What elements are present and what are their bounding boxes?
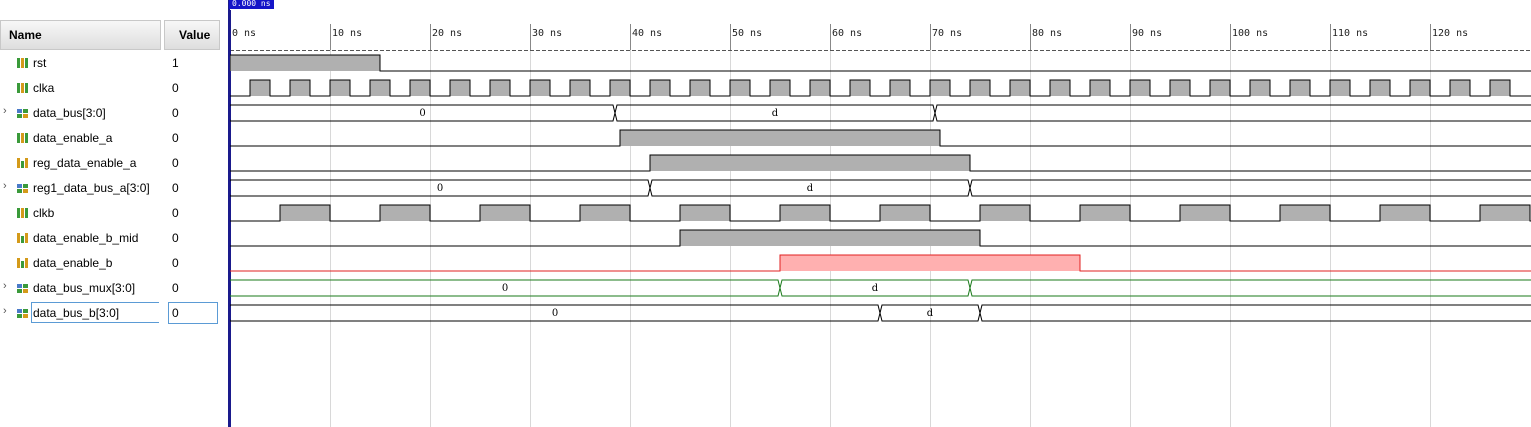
- signal-row[interactable]: [0, 175, 228, 200]
- clock-high-pulse: [680, 205, 730, 221]
- time-tick-label: 10 ns: [332, 28, 363, 39]
- signal-trace: [230, 55, 1531, 71]
- signal-name: reg_data_enable_a: [33, 156, 137, 170]
- bus-value-label: 0: [501, 283, 509, 294]
- clock-high-pulse: [1450, 80, 1470, 96]
- signal-value: 0: [172, 206, 179, 220]
- time-tick-label: 0 ns: [232, 28, 257, 39]
- clock-high-pulse: [530, 80, 550, 96]
- bus-segment: [935, 105, 1531, 121]
- clock-high-pulse: [1370, 80, 1390, 96]
- clock-high-pulse: [810, 80, 830, 96]
- clock-high-pulse: [1480, 205, 1530, 221]
- signal-value: 0: [172, 156, 179, 170]
- bus-segment: [970, 280, 1531, 296]
- clock-high-pulse: [650, 80, 670, 96]
- signal-row[interactable]: [0, 150, 228, 175]
- clock-high-pulse: [410, 80, 430, 96]
- clock-high-pulse: [1290, 80, 1310, 96]
- clock-high-pulse: [1090, 80, 1110, 96]
- bit-signal-icon: [17, 82, 29, 93]
- time-tick-label: 40 ns: [632, 28, 663, 39]
- clock-high-pulse: [970, 80, 990, 96]
- signal-row[interactable]: [0, 100, 228, 125]
- clock-high-pulse: [450, 80, 470, 96]
- signal-row[interactable]: [0, 200, 228, 225]
- clock-high-pulse: [730, 80, 750, 96]
- bus-signal-icon: [17, 282, 29, 293]
- signal-value: 0: [172, 256, 179, 270]
- value-column-label: Value: [179, 28, 211, 42]
- signal-name: data_enable_a: [33, 131, 113, 145]
- bit-signal-icon: [17, 57, 29, 68]
- clock-high-pulse: [570, 80, 590, 96]
- clock-high-pulse: [280, 205, 330, 221]
- clock-high-pulse: [370, 80, 390, 96]
- value-column-header[interactable]: [164, 20, 220, 50]
- expand-chevron-icon[interactable]: ›: [3, 305, 7, 317]
- bit-signal-icon: [17, 132, 29, 143]
- time-tick-label: 30 ns: [532, 28, 563, 39]
- signal-name: data_bus_mux[3:0]: [33, 281, 136, 295]
- signal-high-pulse: [780, 255, 1080, 271]
- signal-name: data_bus_b[3:0]: [33, 306, 120, 320]
- time-tick-label: 60 ns: [832, 28, 863, 39]
- bus-signal-icon: [17, 307, 29, 318]
- signal-high-pulse: [650, 155, 970, 171]
- reg-signal-icon: [17, 232, 29, 243]
- time-tick-label: 110 ns: [1332, 28, 1369, 39]
- bus-signal-icon: [17, 107, 29, 118]
- bus-value-label: 0: [551, 308, 559, 319]
- time-tick-label: 20 ns: [432, 28, 463, 39]
- time-tick-label: 90 ns: [1132, 28, 1163, 39]
- cursor-time-label[interactable]: 0.000 ns: [229, 0, 274, 9]
- signal-name: clkb: [33, 206, 55, 220]
- signal-value: 0: [172, 281, 179, 295]
- clock-high-pulse: [1280, 205, 1330, 221]
- signal-name: data_enable_b: [33, 256, 113, 270]
- expand-chevron-icon[interactable]: ›: [3, 105, 7, 117]
- signal-name: data_bus[3:0]: [33, 106, 106, 120]
- bus-value-label: d: [771, 108, 779, 119]
- expand-chevron-icon[interactable]: ›: [3, 180, 7, 192]
- clock-high-pulse: [780, 205, 830, 221]
- clock-high-pulse: [1250, 80, 1270, 96]
- signal-row[interactable]: [0, 275, 228, 300]
- clock-high-pulse: [1170, 80, 1190, 96]
- clock-high-pulse: [1080, 205, 1130, 221]
- waveform-view[interactable]: [230, 0, 1531, 427]
- clock-high-pulse: [490, 80, 510, 96]
- bus-value-label: d: [926, 308, 934, 319]
- clock-high-pulse: [610, 80, 630, 96]
- signal-row[interactable]: [0, 225, 228, 250]
- clock-high-pulse: [980, 205, 1030, 221]
- signal-row[interactable]: [0, 125, 228, 150]
- signal-name-panel: [0, 0, 228, 427]
- signal-value: 0: [172, 131, 179, 145]
- bus-value-label: d: [871, 283, 879, 294]
- clock-high-pulse: [1330, 80, 1350, 96]
- clock-high-pulse: [330, 80, 350, 96]
- clock-high-pulse: [580, 205, 630, 221]
- signal-name: rst: [33, 56, 47, 70]
- reg-signal-icon: [17, 157, 29, 168]
- signal-row[interactable]: [0, 75, 228, 100]
- signal-row[interactable]: [0, 250, 228, 275]
- bus-value-label: 0: [419, 108, 426, 119]
- signal-high-pulse: [620, 130, 940, 146]
- signal-high-pulse: [230, 55, 380, 71]
- time-tick-label: 70 ns: [932, 28, 963, 39]
- clock-high-pulse: [250, 80, 270, 96]
- signal-value: 0: [172, 181, 179, 195]
- clock-high-pulse: [850, 80, 870, 96]
- signal-value: 0: [172, 231, 179, 245]
- bus-signal-icon: [17, 182, 29, 193]
- expand-chevron-icon[interactable]: ›: [3, 280, 7, 292]
- clock-high-pulse: [480, 205, 530, 221]
- clock-high-pulse: [1180, 205, 1230, 221]
- clock-high-pulse: [1490, 80, 1510, 96]
- clock-high-pulse: [880, 205, 930, 221]
- name-column-header[interactable]: [0, 20, 161, 50]
- time-tick-label: 80 ns: [1032, 28, 1063, 39]
- signal-name: data_enable_b_mid: [33, 231, 139, 245]
- clock-high-pulse: [290, 80, 310, 96]
- signal-row[interactable]: [0, 50, 228, 75]
- clock-high-pulse: [1010, 80, 1030, 96]
- signal-name: clka: [33, 81, 55, 95]
- signal-high-pulse: [680, 230, 980, 246]
- time-tick-label: 120 ns: [1432, 28, 1469, 39]
- clock-high-pulse: [890, 80, 910, 96]
- signal-value: 0: [172, 306, 179, 320]
- signal-row[interactable]: [0, 300, 228, 325]
- time-tick-label: 100 ns: [1232, 28, 1269, 39]
- bit-signal-icon: [17, 207, 29, 218]
- clock-high-pulse: [1380, 205, 1430, 221]
- signal-name: reg1_data_bus_a[3:0]: [33, 181, 150, 195]
- bus-value-label: d: [806, 183, 814, 194]
- clock-high-pulse: [380, 205, 430, 221]
- clock-high-pulse: [1130, 80, 1150, 96]
- time-tick-label: 50 ns: [732, 28, 763, 39]
- clock-high-pulse: [690, 80, 710, 96]
- clock-high-pulse: [1210, 80, 1230, 96]
- clock-high-pulse: [1050, 80, 1070, 96]
- clock-high-pulse: [770, 80, 790, 96]
- name-column-label: Name: [9, 28, 42, 42]
- signal-value: 1: [172, 56, 179, 70]
- signal-value: 0: [172, 106, 179, 120]
- clock-high-pulse: [930, 80, 950, 96]
- bus-value-label: 0: [436, 183, 444, 194]
- clock-high-pulse: [1410, 80, 1430, 96]
- reg-signal-icon: [17, 257, 29, 268]
- bus-segment: [970, 180, 1531, 196]
- signal-value: 0: [172, 81, 179, 95]
- bus-segment: [980, 305, 1531, 321]
